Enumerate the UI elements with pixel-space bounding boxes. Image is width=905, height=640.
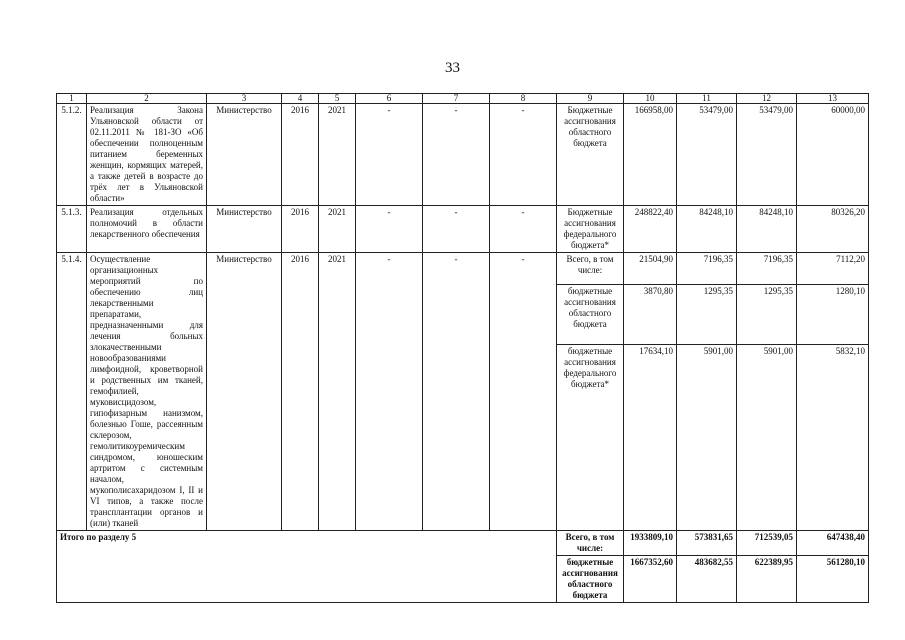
- value-col10: 3870,80: [624, 284, 677, 344]
- value-col13: 80326,20: [797, 206, 869, 253]
- total-label: Итого по разделу 5: [57, 531, 557, 603]
- value-col11: 573831,65: [677, 531, 737, 556]
- value-col12: 712539,05: [737, 531, 797, 556]
- value-col12: 622389,95: [737, 556, 797, 603]
- column-header: 12: [737, 94, 797, 104]
- value-col13: 60000,00: [797, 104, 869, 206]
- cell-col8: -: [490, 253, 557, 531]
- cell-col6: -: [356, 206, 423, 253]
- value-col10: 166958,00: [624, 104, 677, 206]
- end-year: 2021: [319, 206, 356, 253]
- column-header: 2: [87, 94, 207, 104]
- column-number-row: [57, 94, 869, 104]
- program-table: [56, 93, 869, 603]
- value-col12: 1295,35: [737, 284, 797, 344]
- cell-col8: -: [490, 104, 557, 206]
- column-header: 4: [282, 94, 319, 104]
- page-number: 33: [445, 60, 460, 76]
- row-number: 5.1.4.: [57, 253, 87, 531]
- measure-name: Реализация отдельных полномочий в области лекарственного обеспечения: [87, 206, 207, 253]
- start-year: 2016: [282, 104, 319, 206]
- value-col11: 5901,00: [677, 345, 737, 531]
- cell-col6: -: [356, 253, 423, 531]
- value-col12: 7196,35: [737, 253, 797, 285]
- executor: Министерство: [207, 206, 282, 253]
- column-header: 3: [207, 94, 282, 104]
- cell-col7: -: [423, 206, 490, 253]
- funding-source: Всего, в том числе:: [557, 253, 624, 285]
- column-header: 13: [797, 94, 869, 104]
- value-col13: 1280,10: [797, 284, 869, 344]
- value-col13: 7112,20: [797, 253, 869, 285]
- column-header: 5: [319, 94, 356, 104]
- value-col13: 647438,40: [797, 531, 869, 556]
- value-col11: 53479,00: [677, 104, 737, 206]
- table-row: [57, 206, 869, 253]
- cell-col6: -: [356, 104, 423, 206]
- value-col12: 5901,00: [737, 345, 797, 531]
- column-header: 7: [423, 94, 490, 104]
- value-col13: 5832,10: [797, 345, 869, 531]
- start-year: 2016: [282, 253, 319, 531]
- measure-name: Осуществление организационных мероприятий по обеспечению лиц лекарственными препаратами, предназначенными для лечения больных злокачественными новообразованиями лимфоидной, кроветворной и родственных им тканей, гемофилией, муковисцидозом, гипофизарным нанизмом, болезнью Гоше, рассеянным склерозом, гемолитикоуремическим синдромом, юношеским артритом с системным началом, мукополисахаридозом I, II и VI типов, а также после трансплантации органов и (или) тканей: [87, 253, 207, 531]
- row-number: 5.1.3.: [57, 206, 87, 253]
- value-col11: 84248,10: [677, 206, 737, 253]
- start-year: 2016: [282, 206, 319, 253]
- funding-source: бюджетные ассигнования областного бюджета: [557, 556, 624, 603]
- value-col13: 561280,10: [797, 556, 869, 603]
- column-header: 9: [557, 94, 624, 104]
- measure-name: Реализация Закона Ульяновской области от 02.11.2011 № 181-ЗО «Об обеспечении полноценным питанием беременных женщин, кормящих матерей, а также детей в возрасте до трёх лет в Ульяновской области»: [87, 104, 207, 206]
- end-year: 2021: [319, 253, 356, 531]
- value-col11: 483682,55: [677, 556, 737, 603]
- funding-source: бюджетные ассигнования федерального бюджета*: [557, 345, 624, 531]
- value-col12: 53479,00: [737, 104, 797, 206]
- cell-col7: -: [423, 104, 490, 206]
- executor: Министерство: [207, 253, 282, 531]
- column-header: 1: [57, 94, 87, 104]
- cell-col8: -: [490, 206, 557, 253]
- table-row: [57, 253, 869, 285]
- table-row: [57, 104, 869, 206]
- value-col11: 1295,35: [677, 284, 737, 344]
- funding-source: Всего, в том числе:: [557, 531, 624, 556]
- cell-col7: -: [423, 253, 490, 531]
- executor: Министерство: [207, 104, 282, 206]
- column-header: 8: [490, 94, 557, 104]
- column-header: 10: [624, 94, 677, 104]
- value-col11: 7196,35: [677, 253, 737, 285]
- total-row: [57, 531, 869, 556]
- value-col10: 17634,10: [624, 345, 677, 531]
- funding-source: бюджетные ассигнования областного бюджета: [557, 284, 624, 344]
- column-header: 6: [356, 94, 423, 104]
- row-number: 5.1.2.: [57, 104, 87, 206]
- value-col10: 1933809,10: [624, 531, 677, 556]
- value-col10: 248822,40: [624, 206, 677, 253]
- column-header: 11: [677, 94, 737, 104]
- funding-source: Бюджетные ассигнования федерального бюджета*: [557, 206, 624, 253]
- end-year: 2021: [319, 104, 356, 206]
- value-col10: 21504,90: [624, 253, 677, 285]
- value-col10: 1667352,60: [624, 556, 677, 603]
- funding-source: Бюджетные ассигнования областного бюджета: [557, 104, 624, 206]
- value-col12: 84248,10: [737, 206, 797, 253]
